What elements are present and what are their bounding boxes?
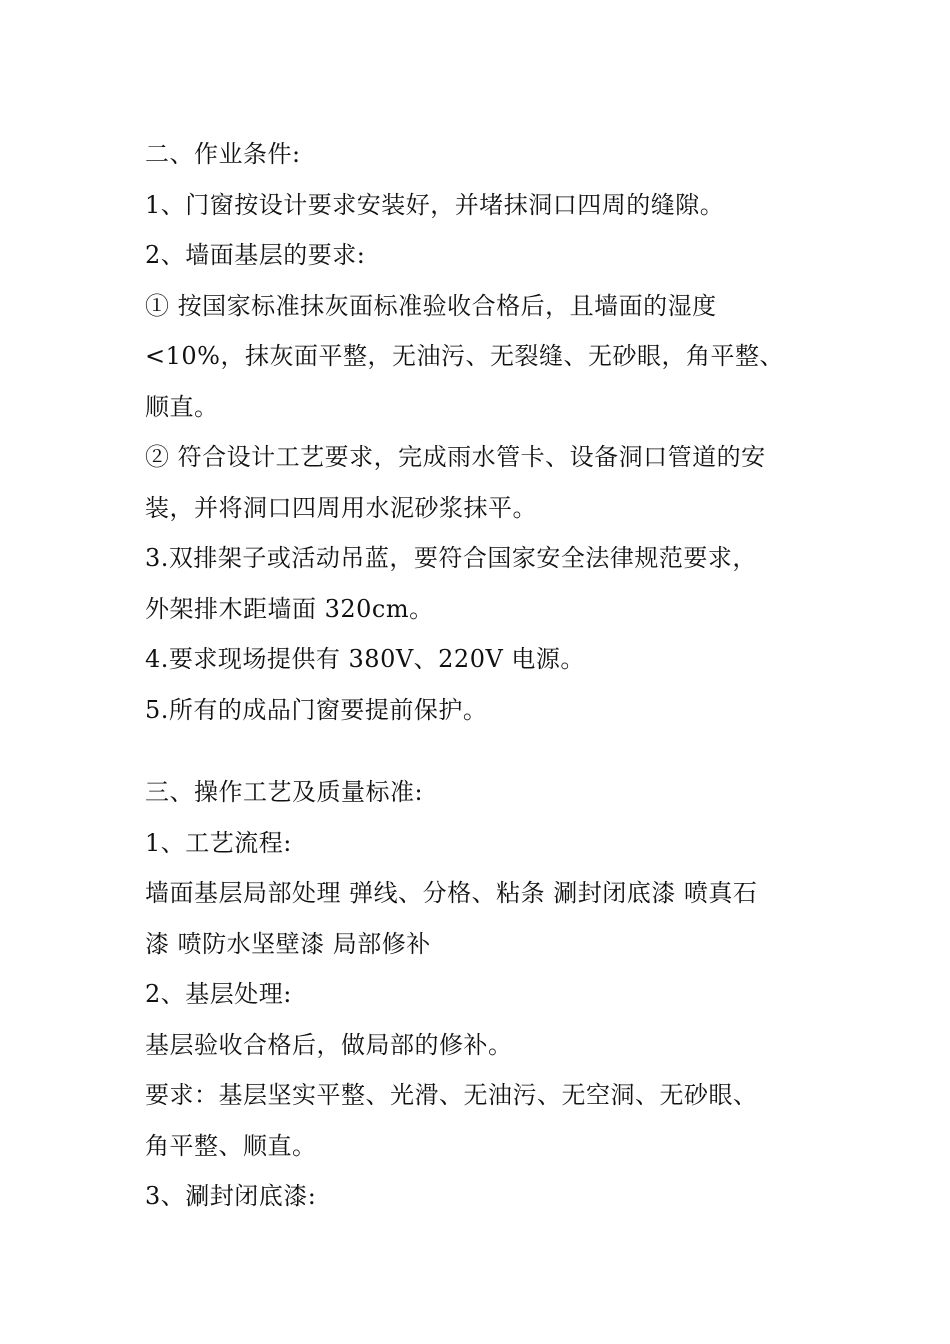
section-spacer xyxy=(145,735,810,767)
text-line: 装，并将洞口四周用水泥砂浆抹平。 xyxy=(145,493,537,522)
text-line: 5.所有的成品门窗要提前保护。 xyxy=(145,695,488,724)
text-line: 墙面基层局部处理 弹线、分格、粘条 涮封闭底漆 喷真石 xyxy=(145,879,758,907)
text-line: 3.双排架子或活动吊蓝，要符合国家安全法律规范要求， xyxy=(145,544,757,572)
text-line: 外架排木距墙面 320cm。 xyxy=(145,594,434,623)
document-body xyxy=(145,129,810,1222)
text-line: 顺直。 xyxy=(145,392,219,421)
text-line: 漆 喷防水坚壁漆 局部修补 xyxy=(145,929,431,958)
section-heading-work-conditions: 二、作业条件: xyxy=(145,140,301,168)
text-line: ② 符合设计工艺要求，完成雨水管卡、设备洞口管道的安 xyxy=(145,443,766,471)
text-line: 2、墙面基层的要求: xyxy=(145,241,366,269)
text-line: 2、基层处理: xyxy=(145,980,292,1008)
section-heading-process-and-quality: 三、操作工艺及质量标准: xyxy=(145,778,424,806)
text-line: <10%，抹灰面平整，无油污、无裂缝、无砂眼，角平整、 xyxy=(145,342,784,370)
text-line: 角平整、顺直。 xyxy=(145,1131,317,1160)
text-line: ① 按国家标准抹灰面标准验收合格后，且墙面的湿度 xyxy=(145,291,717,320)
text-line: 1、门窗按设计要求安装好，并堵抹洞口四周的缝隙。 xyxy=(145,190,725,219)
text-line: 3、涮封闭底漆: xyxy=(145,1182,317,1210)
text-line: 要求：基层坚实平整、光滑、无油污、无空洞、无砂眼、 xyxy=(145,1081,758,1109)
text-line: 1、工艺流程: xyxy=(145,828,292,857)
text-line: 4.要求现场提供有 380V、220V 电源。 xyxy=(145,645,585,673)
text-line: 基层验收合格后，做局部的修补。 xyxy=(145,1030,513,1059)
